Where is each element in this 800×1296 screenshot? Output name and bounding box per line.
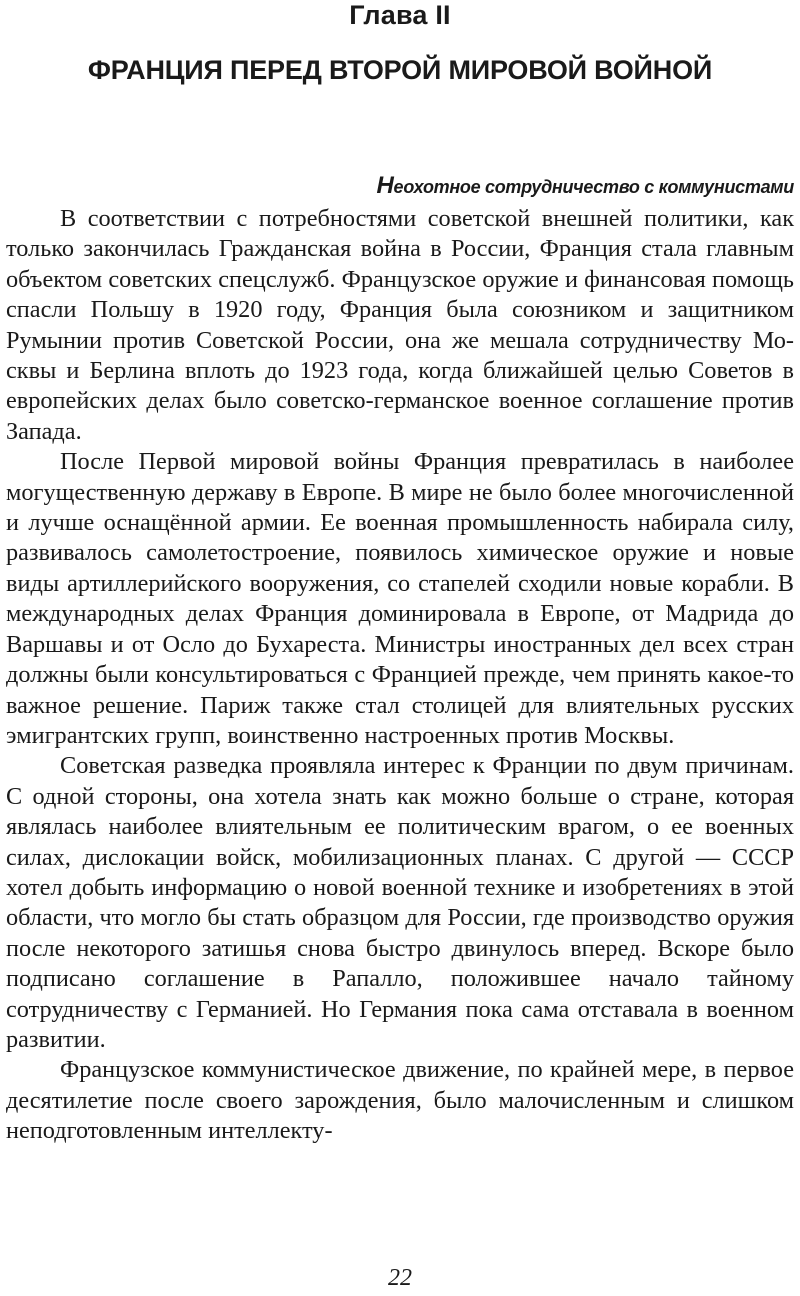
section-title: [376, 170, 794, 203]
section-title-initial: Н: [376, 172, 394, 199]
chapter-title: ФРАНЦИЯ ПЕРЕД ВТОРОЙ МИРОВОЙ ВОЙНОЙ: [87, 55, 713, 85]
body-text: [6, 204, 794, 1147]
paragraph: Советская разведка проявляла интерес к Франции по двум причинам. С одной стороны, она хотела знать как можно больше о стране, которая являлась наиболее влиятельным ее политическим врагом, о ее военных силах, дислокации войск, мобилизационных планах. С другой — СССР хотел добыть информацию о новой военной технике и изобретениях в этой области, что могло бы стать образцом для России, где производство оружия после некоторого затишья снова быстро двинулось вперед. Вскоре было подписано соглашение в Рапалло, положившее начало тайному сотрудничеству с Германией. Но Германия пока сама отставала в военном развитии.: [6, 752, 794, 1053]
paragraph: В соответствии с потребностями советской внешней политики, как только закончилась Гражданская война в России, Франция стала главным объектом советских спецслужб. Французское оружие и финансовая помощь спасли Польшу в 1920 году, Франция была союзником и защитником Румынии против Советской России, она же мешала сотрудничеству Москвы и Берлина вплоть до 1923 года, когда ближайшей целью Советов в европейских делах было советско-германское военное соглашение против Запада.: [6, 205, 794, 445]
page-number: 22: [388, 1265, 412, 1291]
paragraph: Французское коммунистическое движение, по крайней мере, в первое десятилетие после своего зарождения, было малочисленным и слишком неподготовленным интеллекту-: [6, 1056, 794, 1145]
section-title-rest: еохотное сотрудничество с коммунистами: [393, 177, 794, 197]
paragraph: После Первой мировой войны Франция превратилась в наиболее могущественную державу в Европе. В мире не было более многочисленной и лучше оснащённой армии. Ее военная промышленность набирала силу, развивалось самолетостроение, появилось химическое оружие и новые виды артиллерийского вооружения, со стапелей сходили новые корабли. В международных делах Франция доминировала в Европе, от Мадрида до Варшавы и от Осло до Бухареста. Министры иностранных дел всех стран должны были консультироваться с Францией прежде, чем принять какое-то важное решение. Париж также стал столицей для влиятельных русских эмигрантских групп, воинственно настроенных против Москвы.: [6, 448, 794, 749]
chapter-number: Глава II: [349, 0, 451, 30]
